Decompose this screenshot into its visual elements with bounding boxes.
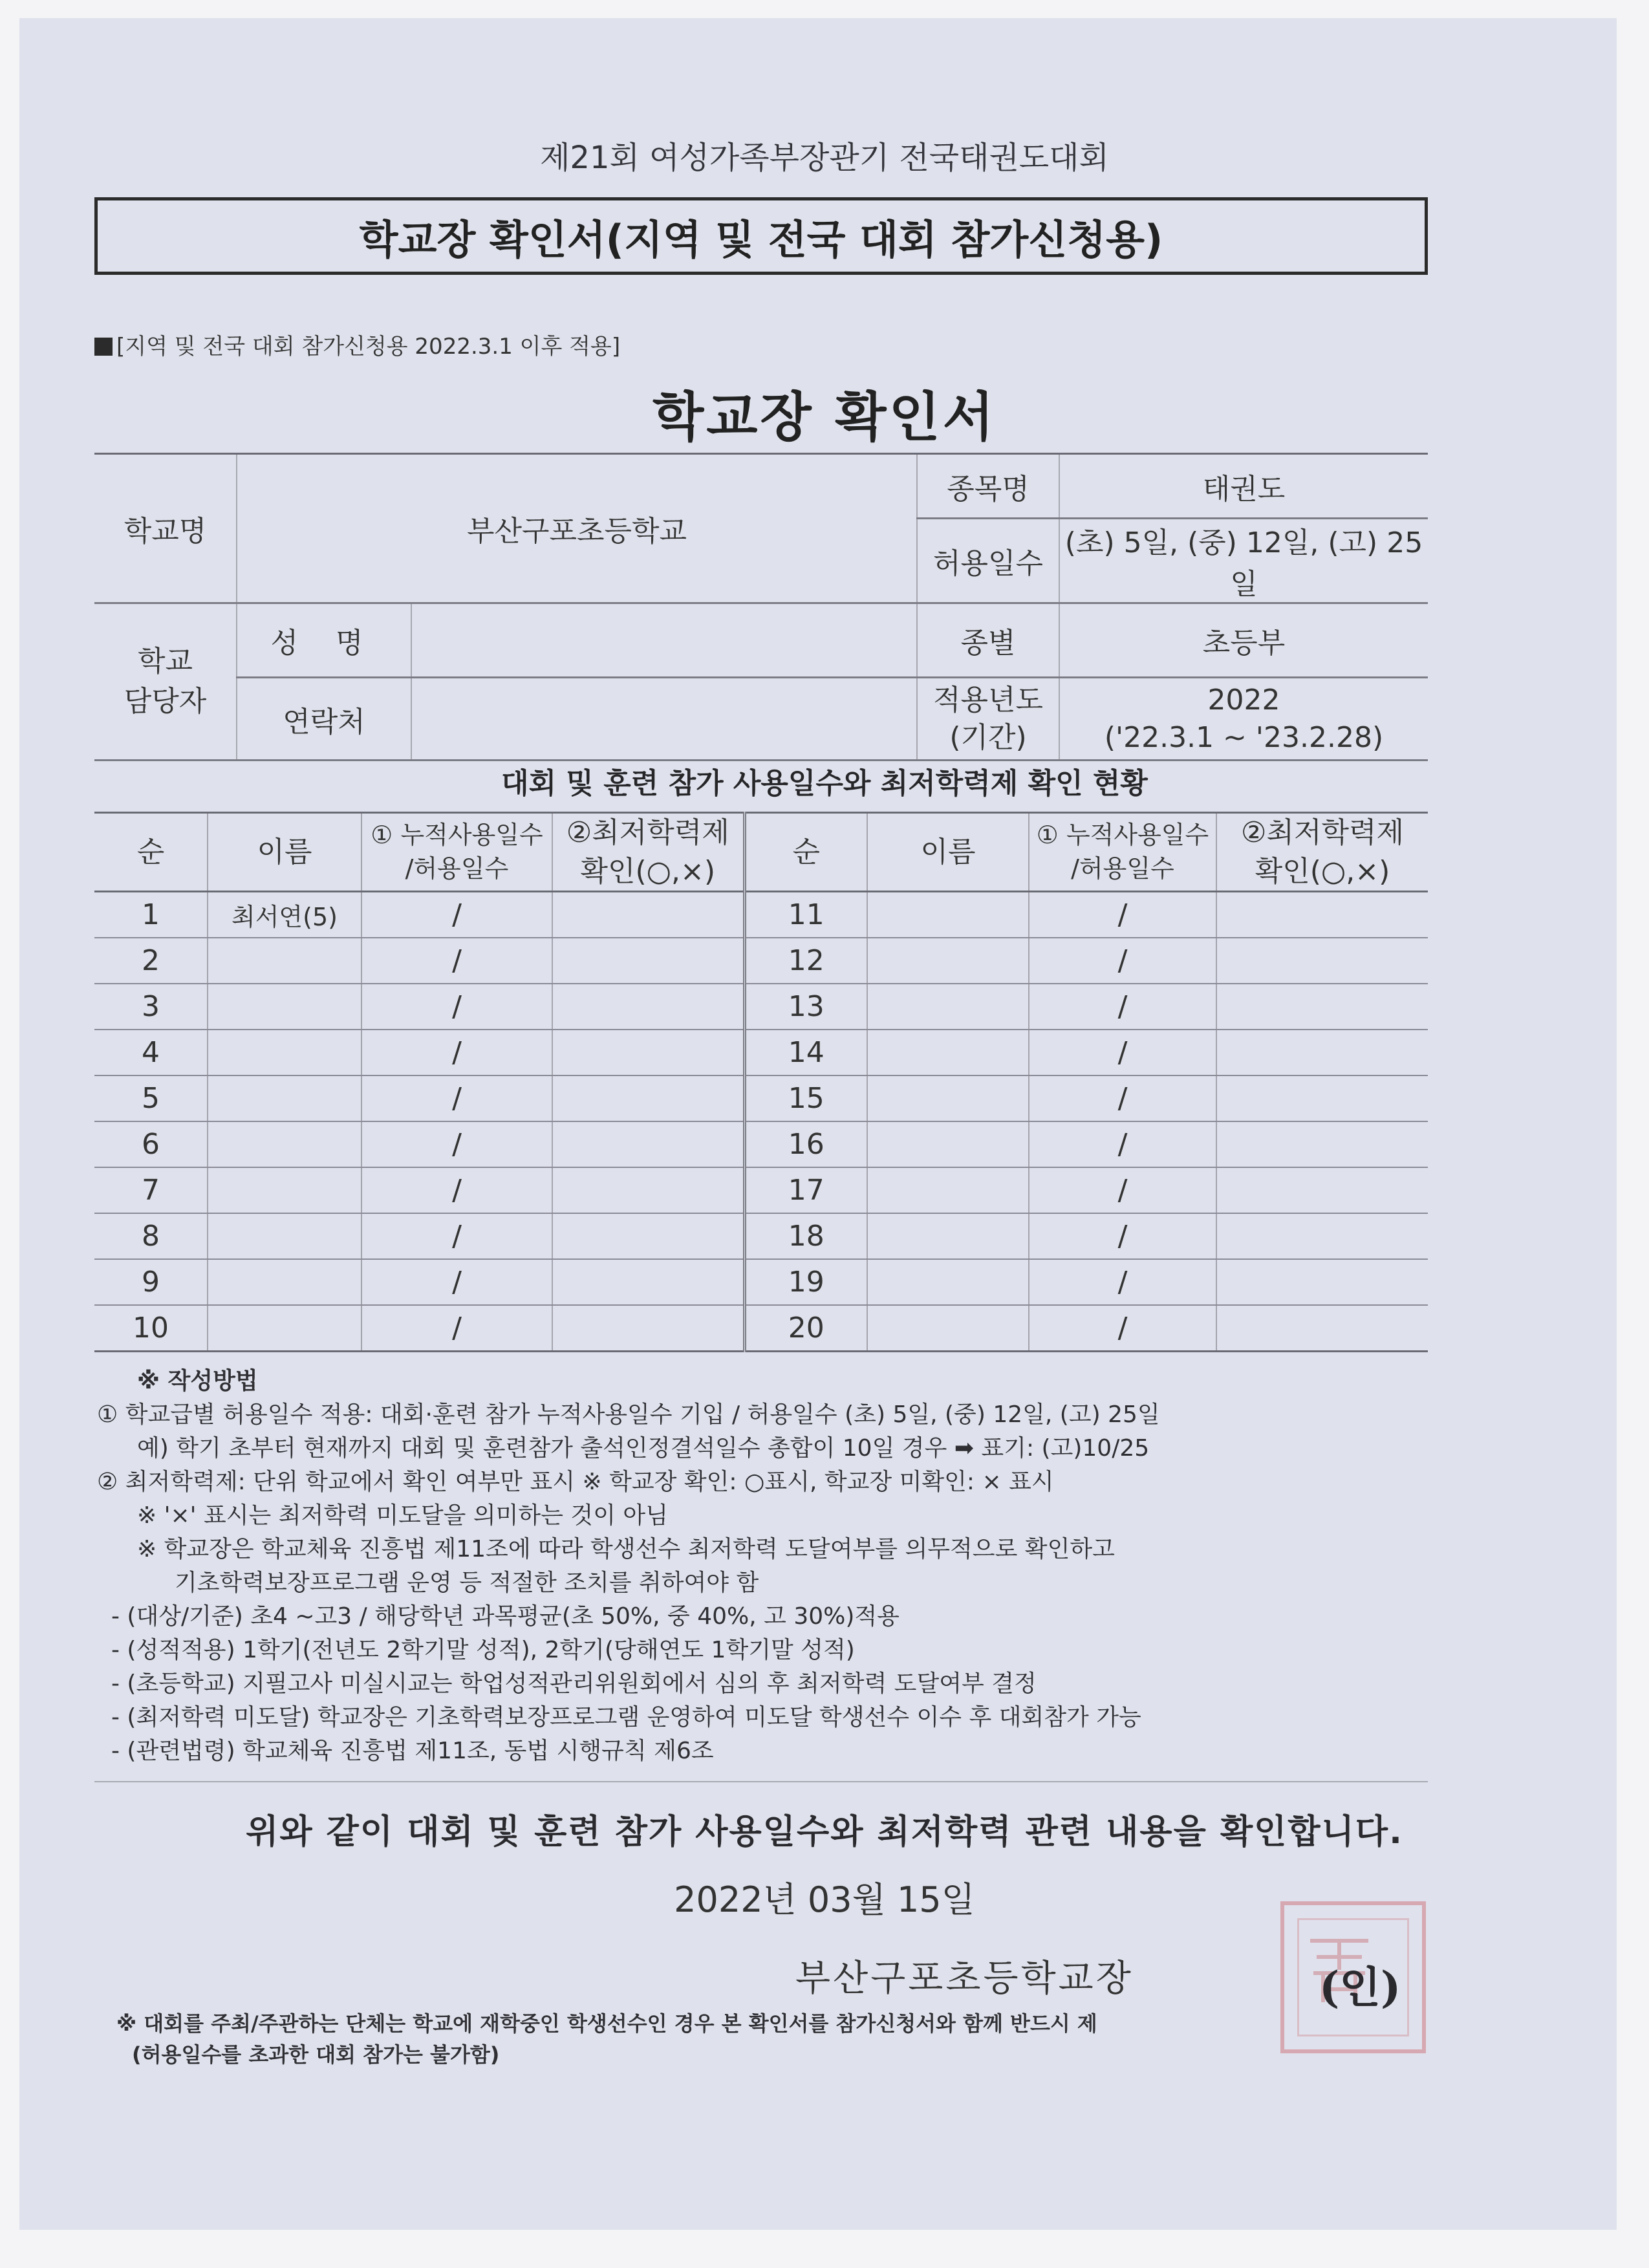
row-name[interactable] xyxy=(867,1121,1029,1167)
instruction-line: 예) 학기 초부터 현재까지 대회 및 훈련참가 출석인정결석일수 총합이 10일 경우 ➡ 표기: (고)10/25 xyxy=(137,1435,1150,1462)
row-no: 11 xyxy=(744,892,867,938)
table-row xyxy=(94,1121,1428,1167)
row-name[interactable] xyxy=(208,984,361,1030)
row-academic[interactable] xyxy=(1216,1305,1428,1352)
row-academic[interactable] xyxy=(1216,938,1428,984)
row-name[interactable] xyxy=(208,938,361,984)
status-table xyxy=(94,812,1428,1352)
row-name[interactable] xyxy=(208,1030,361,1075)
footer-note xyxy=(116,2008,1097,2070)
principal-signature-line: 부산구포초등학교장 xyxy=(795,1958,1134,2000)
row-usage[interactable]: / xyxy=(1029,1121,1216,1167)
row-no: 2 xyxy=(94,938,208,984)
row-name[interactable] xyxy=(867,984,1029,1030)
row-usage[interactable]: / xyxy=(361,938,552,984)
table-row xyxy=(94,984,1428,1030)
row-no: 20 xyxy=(744,1305,867,1352)
row-no: 1 xyxy=(94,892,208,938)
table-row xyxy=(94,892,1428,938)
division-field[interactable]: 초등부 xyxy=(1059,603,1428,678)
row-usage[interactable]: / xyxy=(361,1075,552,1121)
applicability-text: [지역 및 전국 대회 참가신청용 2022.3.1 이후 적용] xyxy=(116,334,621,360)
instruction-line: ※ '×' 표시는 최저학력 미도달을 의미하는 것이 아님 xyxy=(137,1502,668,1529)
row-no: 16 xyxy=(744,1121,867,1167)
row-usage[interactable]: / xyxy=(1029,1213,1216,1259)
year-value: 2022 ('22.3.1 ~ '23.2.28) xyxy=(1059,678,1428,761)
instruction-line: ① 학교급별 허용일수 적용: 대회·훈련 참가 누적사용일수 기입 / 허용일수 (초) 5일, (중) 12일, (고) 25일 xyxy=(97,1401,1160,1428)
row-no: 18 xyxy=(744,1213,867,1259)
row-academic[interactable] xyxy=(552,1167,744,1213)
form-heading: 학교장 확인서 xyxy=(652,387,997,448)
row-usage[interactable]: / xyxy=(1029,892,1216,938)
table-row xyxy=(94,938,1428,984)
row-usage[interactable]: / xyxy=(361,1030,552,1075)
row-academic[interactable] xyxy=(1216,1213,1428,1259)
document-title-box xyxy=(94,197,1428,275)
row-no: 7 xyxy=(94,1167,208,1213)
row-usage[interactable]: / xyxy=(1029,938,1216,984)
table-row xyxy=(94,1213,1428,1259)
event-name-field[interactable]: 태권도 xyxy=(1059,454,1428,519)
row-no: 6 xyxy=(94,1121,208,1167)
row-usage[interactable]: / xyxy=(1029,1075,1216,1121)
row-name[interactable] xyxy=(867,1259,1029,1305)
school-name-field[interactable]: 부산구포초등학교 xyxy=(237,454,917,603)
row-usage[interactable]: / xyxy=(1029,984,1216,1030)
row-no: 12 xyxy=(744,938,867,984)
header-usage: ① 누적사용일수 /허용일수 xyxy=(361,813,552,892)
row-academic[interactable] xyxy=(552,1075,744,1121)
event-label: 종목명 xyxy=(917,454,1059,519)
row-name[interactable] xyxy=(208,1305,361,1352)
footer-line: ※ 대회를 주최/주관하는 단체는 학교에 재학중인 학생선수인 경우 본 확인서를 참가신청서와 함께 반드시 제 xyxy=(116,2011,1097,2036)
signing-date: 2022년 03월 15일 xyxy=(674,1879,975,1920)
row-academic[interactable] xyxy=(552,1213,744,1259)
seal-mark: (인) xyxy=(1319,1962,1401,2013)
header-name: 이름 xyxy=(867,813,1029,892)
staff-name-field[interactable] xyxy=(411,603,917,678)
row-usage[interactable]: / xyxy=(361,1167,552,1213)
row-name[interactable] xyxy=(208,1259,361,1305)
instruction-line: - (초등학교) 지필고사 미실시교는 학업성적관리위원회에서 심의 후 최저학력 도달여부 결정 xyxy=(111,1670,1037,1697)
row-academic[interactable] xyxy=(552,938,744,984)
row-name[interactable] xyxy=(208,1121,361,1167)
instruction-line: 기초학력보장프로그램 운영 등 적절한 조치를 취하여야 함 xyxy=(175,1570,759,1596)
instructions-title: ※ 작성방법 xyxy=(137,1368,258,1394)
document-title: 학교장 확인서(지역 및 전국 대회 참가신청용) xyxy=(359,215,1163,263)
staff-contact-field[interactable] xyxy=(411,678,917,761)
row-usage[interactable]: / xyxy=(361,1213,552,1259)
divider xyxy=(94,1781,1428,1782)
square-bullet-icon xyxy=(94,338,113,356)
row-academic[interactable] xyxy=(552,984,744,1030)
instruction-line: ※ 학교장은 학교체육 진흥법 제11조에 따라 학생선수 최저학력 도달여부를 의무적으로 확인하고 xyxy=(137,1536,1115,1562)
info-table xyxy=(94,453,1428,761)
table-row xyxy=(94,1167,1428,1213)
row-academic[interactable] xyxy=(1216,1030,1428,1075)
row-no: 15 xyxy=(744,1075,867,1121)
row-academic[interactable] xyxy=(552,1305,744,1352)
row-usage[interactable]: / xyxy=(1029,1259,1216,1305)
row-no: 5 xyxy=(94,1075,208,1121)
row-academic[interactable] xyxy=(552,1121,744,1167)
table-row xyxy=(94,1259,1428,1305)
row-usage[interactable]: / xyxy=(1029,1030,1216,1075)
row-academic[interactable] xyxy=(552,1259,744,1305)
table-row xyxy=(94,1030,1428,1075)
row-name[interactable] xyxy=(867,1305,1029,1352)
row-no: 13 xyxy=(744,984,867,1030)
row-usage[interactable]: / xyxy=(361,1305,552,1352)
row-usage[interactable]: / xyxy=(361,984,552,1030)
instruction-line: - (성적적용) 1학기(전년도 2학기말 성적), 2학기(당해연도 1학기말 성적) xyxy=(111,1637,855,1663)
row-name[interactable] xyxy=(867,1030,1029,1075)
year-label: 적용년도 (기간) xyxy=(917,678,1059,761)
event-name: 제21회 여성가족부장관기 전국태권도대회 xyxy=(540,140,1109,176)
row-academic[interactable] xyxy=(552,1030,744,1075)
row-no: 10 xyxy=(94,1305,208,1352)
row-usage[interactable]: / xyxy=(1029,1167,1216,1213)
header-usage: ① 누적사용일수 /허용일수 xyxy=(1029,813,1216,892)
header-no: 순 xyxy=(94,813,208,892)
instruction-line: ② 최저학력제: 단위 학교에서 확인 여부만 표시 ※ 학교장 확인: ○표시, 학교장 미확인: × 표시 xyxy=(97,1469,1054,1495)
instruction-line: - (최저학력 미도달) 학교장은 기초학력보장프로그램 운영하여 미도달 학생선수 이수 후 대회참가 가능 xyxy=(111,1704,1141,1731)
row-usage[interactable]: / xyxy=(1029,1305,1216,1352)
row-no: 17 xyxy=(744,1167,867,1213)
school-label: 학교명 xyxy=(94,454,237,603)
row-name[interactable] xyxy=(867,892,1029,938)
row-name[interactable] xyxy=(867,938,1029,984)
confirmation-statement: 위와 같이 대회 및 훈련 참가 사용일수와 최저학력 관련 내용을 확인합니다. xyxy=(246,1813,1403,1852)
row-no: 4 xyxy=(94,1030,208,1075)
instructions xyxy=(97,1365,1442,1768)
allowed-days-label: 허용일수 xyxy=(917,519,1059,603)
row-academic[interactable] xyxy=(1216,1167,1428,1213)
row-name[interactable] xyxy=(867,1213,1029,1259)
row-no: 3 xyxy=(94,984,208,1030)
row-academic[interactable] xyxy=(1216,1075,1428,1121)
staff-name-label: 성 명 xyxy=(237,603,411,678)
row-name[interactable] xyxy=(867,1075,1029,1121)
row-academic[interactable] xyxy=(1216,892,1428,938)
header-academic: ②최저학력제 확인(○,×) xyxy=(1216,813,1428,892)
row-no: 14 xyxy=(744,1030,867,1075)
table-row xyxy=(94,1305,1428,1352)
staff-contact-label: 연락처 xyxy=(237,678,411,761)
row-usage[interactable]: / xyxy=(361,892,552,938)
row-name[interactable] xyxy=(208,1075,361,1121)
status-title: 대회 및 훈련 참가 사용일수와 최저학력제 확인 현황 xyxy=(501,767,1148,800)
division-label: 종별 xyxy=(917,603,1059,678)
row-no: 8 xyxy=(94,1213,208,1259)
instruction-line: - (관련법령) 학교체육 진흥법 제11조, 동법 시행규칙 제6조 xyxy=(111,1738,714,1764)
row-academic[interactable] xyxy=(1216,984,1428,1030)
instruction-line: - (대상/기준) 초4 ~고3 / 해당학년 과목평균(초 50%, 중 40%, 고 30%)적용 xyxy=(111,1603,900,1630)
row-usage[interactable]: / xyxy=(361,1259,552,1305)
row-no: 9 xyxy=(94,1259,208,1305)
row-academic[interactable] xyxy=(1216,1259,1428,1305)
row-no: 19 xyxy=(744,1259,867,1305)
row-name[interactable] xyxy=(208,1213,361,1259)
row-usage[interactable]: / xyxy=(361,1121,552,1167)
header-name: 이름 xyxy=(208,813,361,892)
row-academic[interactable] xyxy=(552,892,744,938)
row-name[interactable] xyxy=(867,1167,1029,1213)
header-academic: ②최저학력제 확인(○,×) xyxy=(552,813,744,892)
row-name[interactable] xyxy=(208,1167,361,1213)
footer-line: (허용일수를 초과한 대회 참가는 불가함) xyxy=(132,2042,500,2067)
row-academic[interactable] xyxy=(1216,1121,1428,1167)
allowed-days-value: (초) 5일, (중) 12일, (고) 25일 xyxy=(1059,519,1428,603)
applicability-note xyxy=(94,329,620,360)
staff-label: 학교 담당자 xyxy=(94,603,237,761)
table-row xyxy=(94,1075,1428,1121)
header-no: 순 xyxy=(744,813,867,892)
row-name[interactable]: 최서연(5) xyxy=(208,892,361,938)
